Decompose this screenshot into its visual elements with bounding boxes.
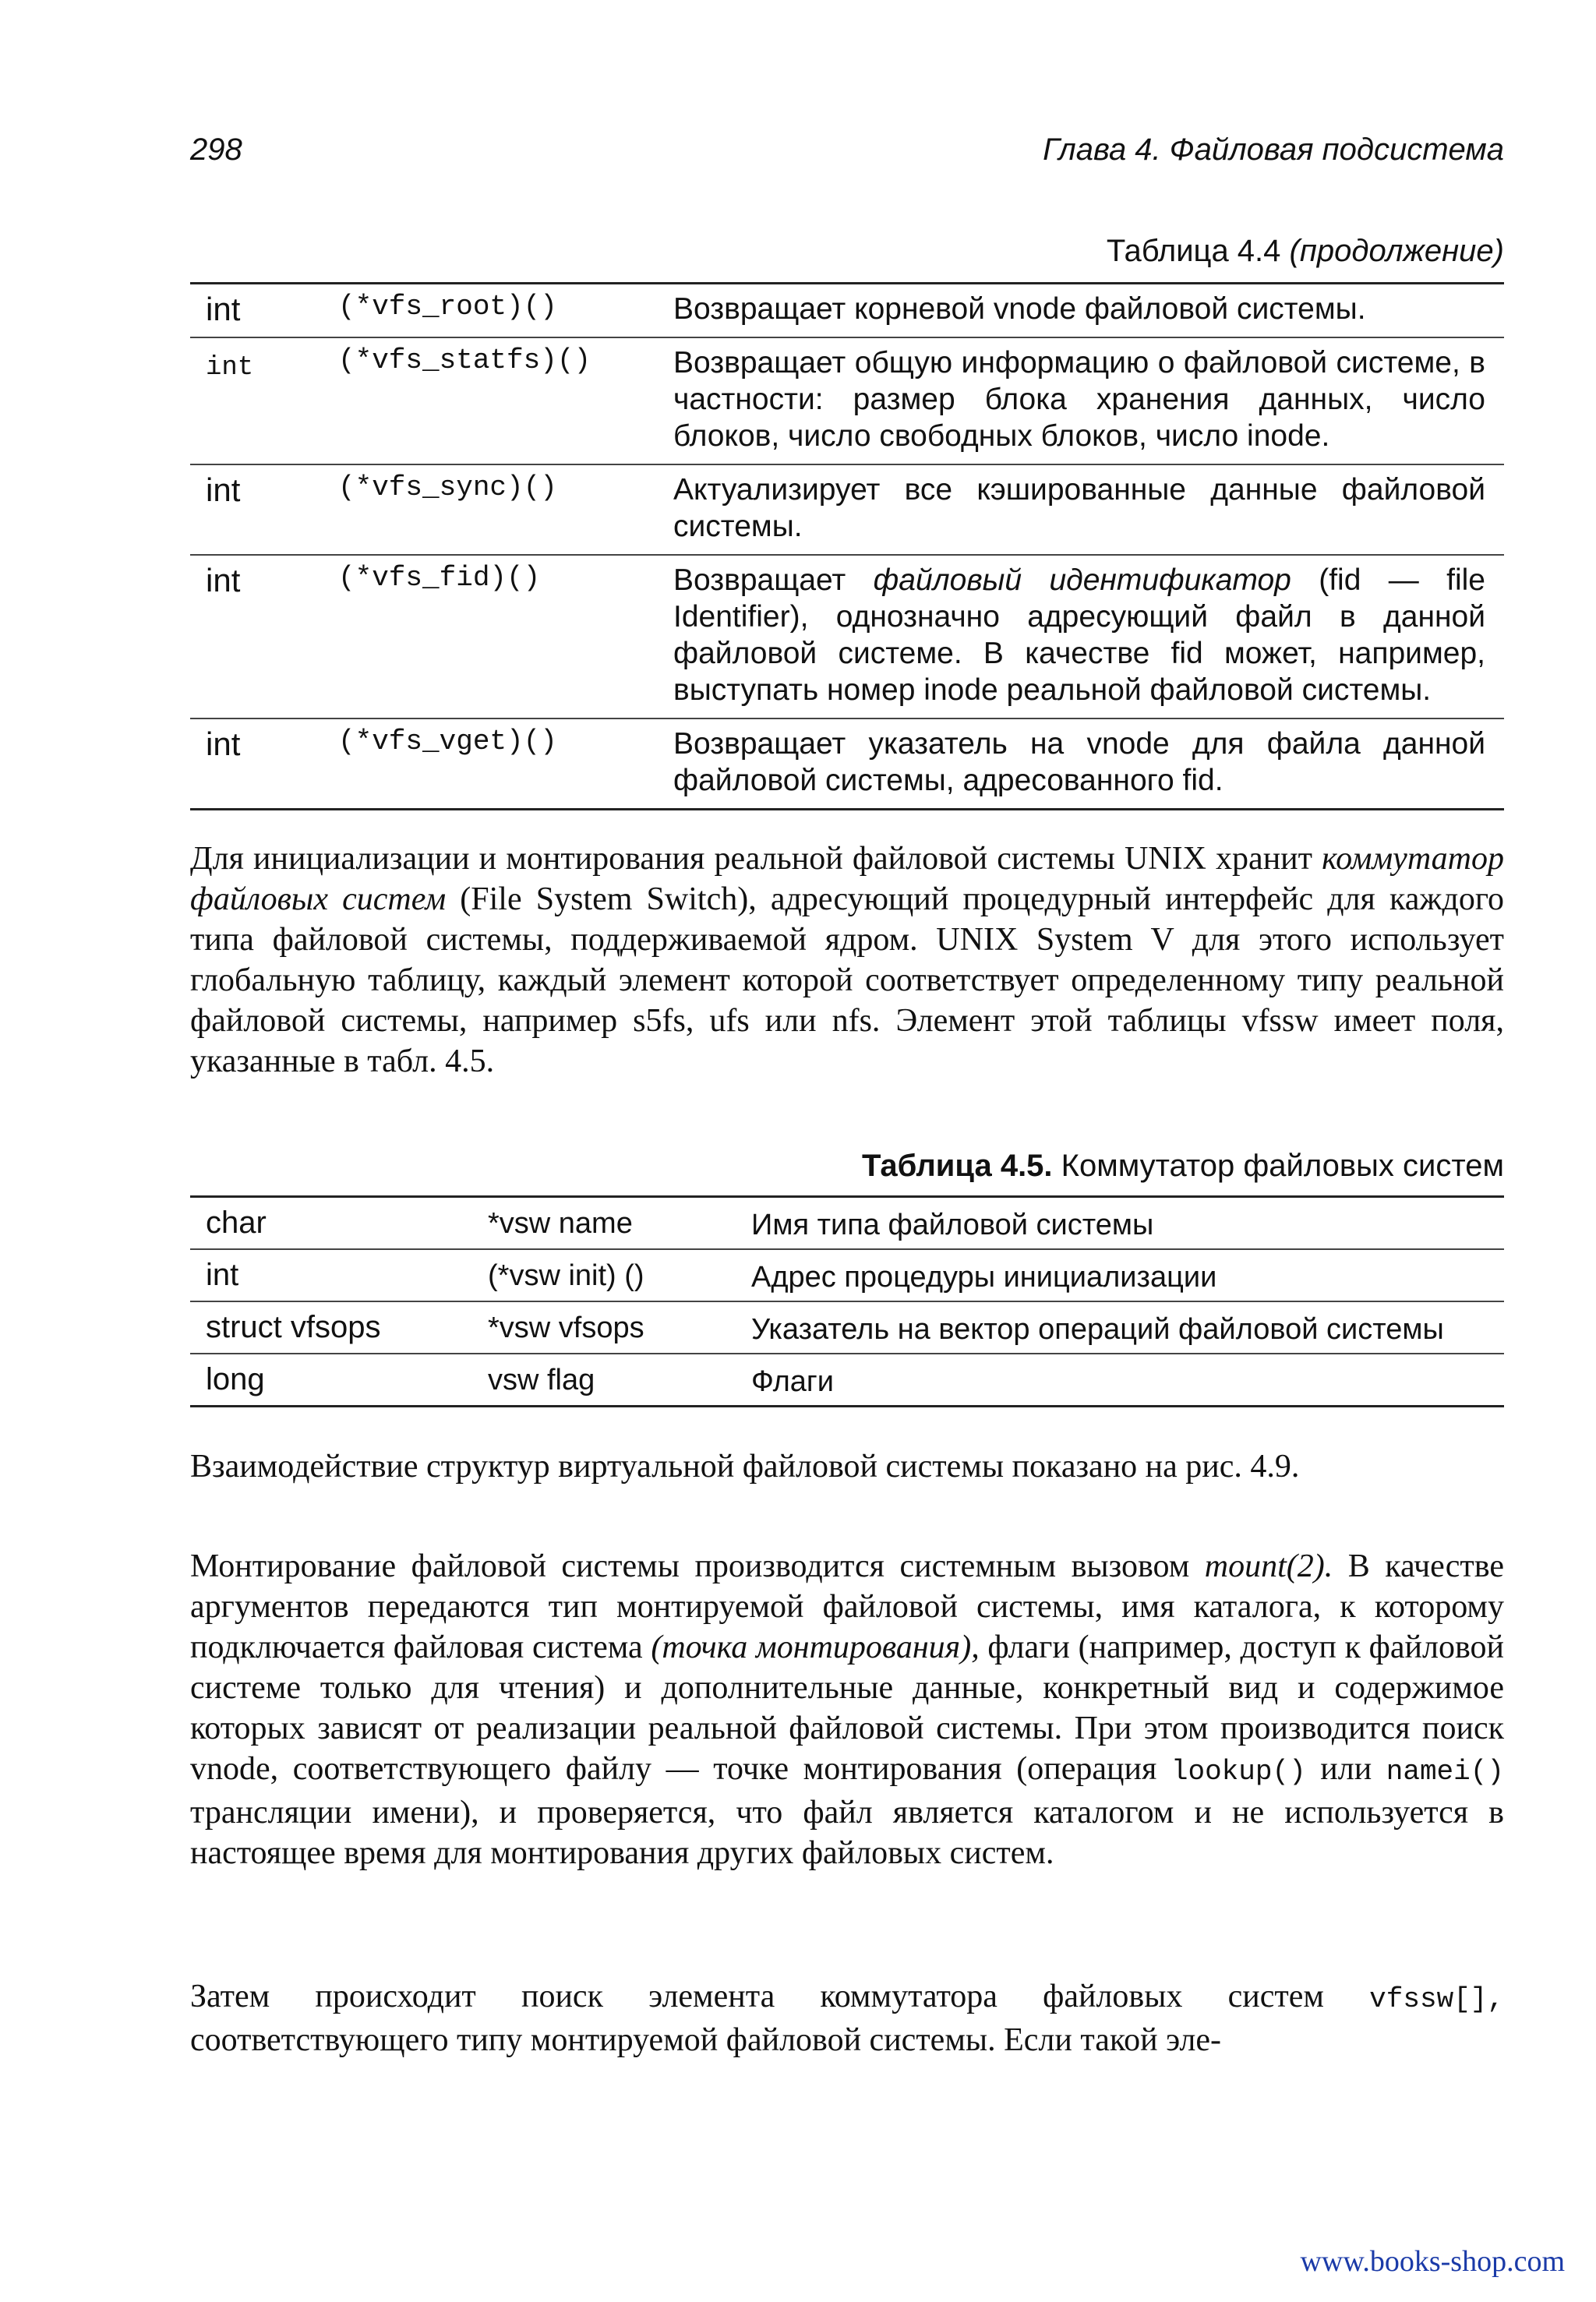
para-text: флаги (например, доступ к файловой системе только для чтения) и дополнительные данные, конкретный вид и содержимое которых зависят от реализации реальной файловой системы. При этом производится поиск vnode, соответствующего файлу — точке монтирования (операция	[190, 1629, 1504, 1787]
para-code: vfssw[],	[1369, 1983, 1504, 2015]
running-head: Глава 4. Файловая подсистема	[1043, 132, 1504, 167]
table-cell-type: int	[206, 726, 241, 762]
table-cell-desc	[673, 555, 1504, 718]
para-text: Затем происходит поиск элемента коммутатора файловых систем	[190, 1979, 1370, 2014]
para-italic-term: (точка монтирования),	[651, 1629, 980, 1665]
desc-text: (fid — file Identifier), однозначно адресующий файл в данной файловой системе. В качестве fid может, например, выступать номер inode реальной файловой системы.	[673, 563, 1485, 707]
table-4-4	[190, 282, 1504, 810]
table-cell-desc: Флаги	[751, 1365, 835, 1398]
table-cell-desc: Адрес процедуры инициализации	[751, 1261, 1217, 1294]
table-cell-type: int	[206, 562, 241, 598]
table-row	[190, 464, 1504, 555]
para-italic-term: mount(2).	[1204, 1548, 1333, 1584]
body-paragraph	[190, 1976, 1504, 2060]
table-cell-desc: Имя типа файловой системы	[751, 1209, 1154, 1241]
table-cell-desc: Возвращает корневой vnode файловой системы.	[673, 292, 1366, 326]
table-row	[190, 718, 1504, 810]
table-row	[190, 1197, 1504, 1250]
table-4-4-caption	[1107, 234, 1504, 269]
table-cell-name: (*vsw init) ()	[488, 1259, 644, 1292]
desc-italic-term: файловый идентификатор	[873, 563, 1291, 597]
table-cell-type: int	[206, 291, 241, 327]
table-row	[190, 1249, 1504, 1301]
table-cell-name: vsw flag	[488, 1364, 595, 1396]
para-text: Монтирование файловой системы производится системным вызовом	[190, 1548, 1205, 1584]
para-italic-term: коммутатор файловых систем	[190, 841, 1504, 917]
para-text: соответствующего типу монтируемой файловой системы. Если такой эле-	[190, 2022, 1221, 2058]
table-caption-title: Коммутатор файловых систем	[1061, 1149, 1504, 1183]
para-code: namei()	[1386, 1756, 1504, 1788]
table-cell-type: int	[206, 1258, 239, 1292]
para-code: lookup()	[1171, 1756, 1306, 1788]
table-4-5	[190, 1195, 1504, 1407]
para-text: Для инициализации и монтирования реальной файловой системы UNIX хранит	[190, 841, 1322, 877]
body-paragraph	[190, 1546, 1504, 1873]
table-cell-name: (*vfs_root)()	[338, 291, 557, 323]
table-cell-desc: Указатель на вектор операций файловой системы	[751, 1313, 1444, 1346]
table-cell-type: char	[206, 1206, 267, 1240]
table-4-5-caption	[862, 1149, 1504, 1184]
para-text: трансляции имени), и проверяется, что файл является каталогом и не используется в настоящее время для монтирования других файловых систем.	[190, 1795, 1504, 1871]
table-cell-name: *vsw name	[488, 1207, 633, 1240]
table-row	[190, 1301, 1504, 1354]
table-cell-name: (*vfs_fid)()	[338, 562, 541, 594]
body-paragraph: Взаимодействие структур виртуальной файловой системы показано на рис. 4.9.	[190, 1449, 1300, 1485]
table-cell-type: int	[206, 471, 241, 508]
table-cell-desc: Возвращает общую информацию о файловой системе, в частности: размер блока хранения данных, число блоков, число свободных блоков, число inode.	[673, 346, 1485, 453]
table-row	[190, 555, 1504, 718]
para-text: (File System Switch), адресующий процедурный интерфейс для каждого типа файловой системы, поддерживаемой ядром. UNIX System V для этого использует глобальную таблицу, каждый элемент которой соответствует определенному типу реальной файловой системы, например s5fs, ufs или nfs. Элемент этой таблицы vfssw имеет поля, указанные в табл. 4.5.	[190, 881, 1504, 1079]
para-text: В качестве аргументов передаются тип монтируемой файловой системы, имя каталога, к которому подключается файловая система	[190, 1548, 1504, 1665]
table-caption-label: Таблица 4.5.	[861, 1149, 1053, 1183]
table-cell-name: (*vfs_sync)()	[338, 471, 557, 503]
table-row	[190, 284, 1504, 338]
table-row	[190, 337, 1504, 464]
table-cell-desc: Актуализирует все кэшированные данные файловой системы.	[673, 473, 1485, 543]
para-text: или	[1305, 1751, 1386, 1787]
table-cell-type: long	[206, 1362, 265, 1396]
table-caption-continued: (продолжение)	[1289, 234, 1504, 268]
table-caption-label: Таблица 4.4	[1106, 234, 1281, 268]
body-paragraph	[190, 839, 1504, 1082]
table-cell-name: *vsw vfsops	[488, 1312, 644, 1344]
table-cell-name: (*vfs_statfs)()	[338, 344, 591, 376]
table-row	[190, 1354, 1504, 1407]
table-cell-desc: Возвращает указатель на vnode для файла данной файловой системы, адресованного fid.	[673, 727, 1485, 797]
desc-text: Возвращает	[673, 563, 874, 597]
table-cell-type: struct vfsops	[206, 1310, 381, 1344]
table-cell-type: int	[206, 353, 254, 383]
page-number: 298	[190, 132, 242, 167]
footer-website-link[interactable]: www.books-shop.com	[1300, 2245, 1565, 2278]
table-cell-name: (*vfs_vget)()	[338, 726, 557, 757]
